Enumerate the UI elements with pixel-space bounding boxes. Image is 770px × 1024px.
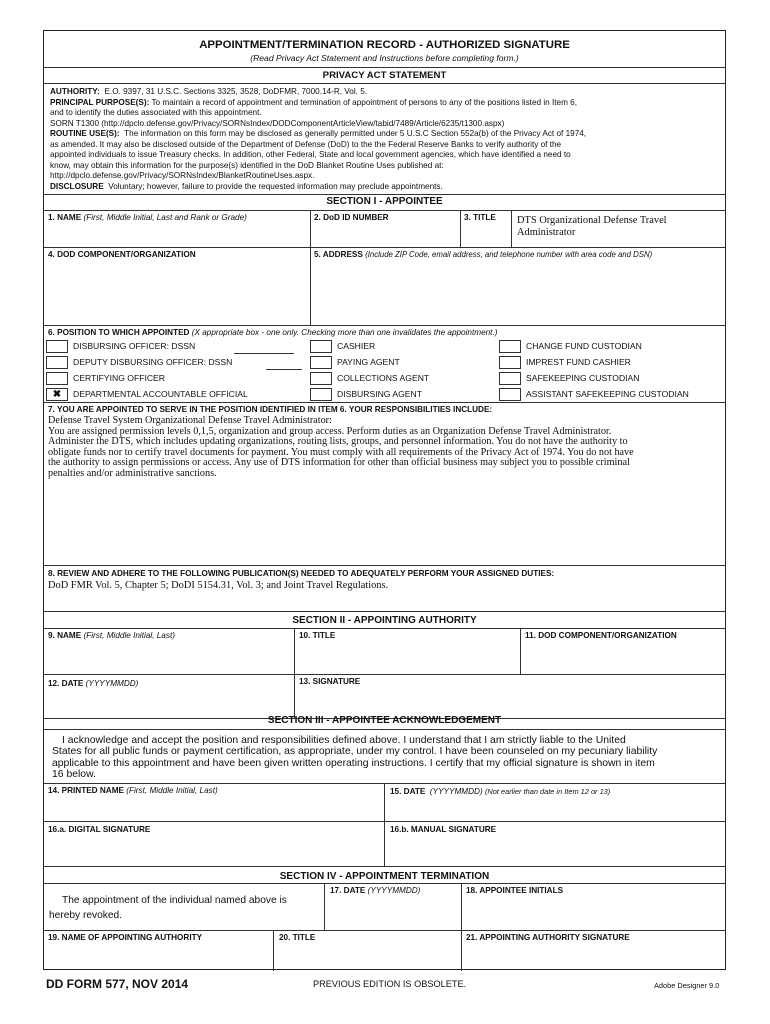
dd-form-577 bbox=[43, 30, 726, 970]
item4-component-label: 4. DOD COMPONENT/ORGANIZATION bbox=[48, 250, 196, 259]
manual-signature-field[interactable] bbox=[390, 836, 720, 864]
checkbox-imprest-fund-cashier[interactable] bbox=[499, 356, 521, 369]
option-departmental-accountable-official: DEPARTMENTAL ACCOUNTABLE OFFICIAL bbox=[73, 389, 248, 399]
dssn-underline-2[interactable] bbox=[266, 369, 302, 370]
routine-line-3: appointed individuals to issue Treasury checks. In addition, other Federal, State and local government agencies, which have identified a need to bbox=[50, 150, 571, 159]
appointee-initials-field[interactable] bbox=[466, 897, 720, 927]
appointee-name-field[interactable] bbox=[48, 223, 306, 245]
checkbox-safekeeping-custodian[interactable] bbox=[499, 372, 521, 385]
termination-signature-field[interactable] bbox=[466, 944, 720, 968]
checkbox-deputy-disbursing-officer[interactable] bbox=[46, 356, 68, 369]
checkbox-change-fund-custodian[interactable] bbox=[499, 340, 521, 353]
publications-field[interactable]: DoD FMR Vol. 5, Chapter 5; DoDI 5154.31, Vol. 3; and Joint Travel Regulations. bbox=[48, 580, 389, 591]
acknowledgement-text: I acknowledge and accept the position and responsibilities defined above. I understand that I am strictly liable to the United States for all public funds or payment certification, as appropriate, under my control. I have been counseled on my pecuniary liability applicable to this appointment and have been given written operating instructions. I certify that my official signature is shown in item 16 below. bbox=[52, 735, 658, 781]
form-number: DD FORM 577, NOV 2014 bbox=[46, 977, 189, 991]
item16b-manual-signature-label: 16.b. MANUAL SIGNATURE bbox=[390, 825, 497, 834]
acknowledgement-date-field[interactable] bbox=[390, 798, 720, 819]
authority-title-field[interactable] bbox=[299, 642, 517, 672]
item3-title-label: 3. TITLE bbox=[464, 213, 496, 222]
revocation-line-2: hereby revoked. bbox=[49, 910, 123, 921]
authority-signature-field[interactable] bbox=[299, 688, 721, 716]
option-deputy-disbursing-officer: DEPUTY DISBURSING OFFICER: DSSN bbox=[73, 357, 233, 367]
item14-printed-name-label: 14. PRINTED NAME (First, Middle Initial, Last) bbox=[48, 786, 218, 795]
item13-signature-label: 13. SIGNATURE bbox=[299, 677, 361, 686]
item2-dodid-label: 2. DoD ID NUMBER bbox=[314, 213, 389, 222]
termination-date-field[interactable] bbox=[330, 897, 458, 927]
routine-line-4: know, may obtain this information for the purpose(s) identified in the DoD Blanket Routine Uses published at: bbox=[50, 160, 444, 170]
checkbox-cashier[interactable] bbox=[310, 340, 332, 353]
authority-line: AUTHORITY: E.O. 9397, 31 U.S.C. Sections 3325, 3528, DoDFMR, 7000.14-R, Vol. 5. bbox=[50, 87, 368, 96]
item9-name-label: 9. NAME (First, Middle Initial, Last) bbox=[48, 631, 175, 640]
revocation-line-1: The appointment of the individual named above is bbox=[62, 895, 287, 906]
disclosure-line: DISCLOSURE Voluntary; however, failure to provide the requested information may preclude appointments. bbox=[50, 181, 443, 191]
digital-signature-field[interactable] bbox=[48, 836, 380, 864]
option-disbursing-agent: DISBURSING AGENT bbox=[337, 389, 422, 399]
sorn-link[interactable]: SORN T1300 (http://dpclo.defense.gov/Privacy/SORNsIndex/DODComponentArticleView/tabid/7489/Article/6235/t1300.aspx) bbox=[50, 118, 505, 128]
item11-component-label: 11. DOD COMPONENT/ORGANIZATION bbox=[525, 631, 677, 640]
form-subtitle: (Read Privacy Act Statement and Instructions before completing form.) bbox=[250, 53, 519, 63]
checkbox-collections-agent[interactable] bbox=[310, 372, 332, 385]
checkbox-paying-agent[interactable] bbox=[310, 356, 332, 369]
purpose-line: PRINCIPAL PURPOSE(S): To maintain a record of appointment and termination of appointment of persons to any of the positions listed in Item 6, bbox=[50, 97, 578, 107]
checkbox-assistant-safekeeping-custodian[interactable] bbox=[499, 388, 521, 401]
edition-notice: PREVIOUS EDITION IS OBSOLETE. bbox=[313, 979, 467, 989]
option-change-fund-custodian: CHANGE FUND CUSTODIAN bbox=[526, 341, 642, 351]
component-field[interactable] bbox=[48, 261, 306, 321]
authority-component-field[interactable] bbox=[525, 642, 721, 672]
printed-name-field[interactable] bbox=[48, 797, 380, 819]
blanket-uses-link[interactable]: http://dpclo.defense.gov/Privacy/SORNsIndex/BlanketRoutineUses.aspx. bbox=[50, 171, 315, 180]
section1-heading: SECTION I - APPOINTEE bbox=[326, 196, 443, 207]
purpose-line-2: and to identify the duties associated with this appointment. bbox=[50, 108, 262, 117]
address-field[interactable] bbox=[314, 261, 722, 321]
checkbox-disbursing-officer[interactable] bbox=[46, 340, 68, 353]
privacy-heading: PRIVACY ACT STATEMENT bbox=[322, 70, 447, 81]
item20-title-label: 20. TITLE bbox=[279, 933, 316, 942]
option-certifying-officer: CERTIFYING OFFICER bbox=[73, 373, 165, 383]
routine-line-2: as amended. It may also be disclosed outside of the Department of Defense (DoD) to the the Federal Reserve Banks to verify authority of the bbox=[50, 139, 562, 149]
item17-date-label: 17. DATE (YYYYMMDD) bbox=[330, 886, 421, 895]
checkbox-departmental-accountable-official[interactable]: ✖ bbox=[46, 388, 68, 401]
item19-authority-name-label: 19. NAME OF APPOINTING AUTHORITY bbox=[48, 933, 203, 942]
responsibilities-field[interactable]: Defense Travel System Organizational Defense Travel Administrator: You are assigned permission levels 0,1,5, organization and group access. Perform duties as an Organization Defense Travel Administrator. Administer the DTS, which includes updating organizations, routing lists, groups, and personnel information. You do not have the authority to obligate funds nor to certify travel documents for payment. You must comply with all requirements of the Privacy Act of 1974. You do not have the authority to assign permissions or access. Any use of DTS information for other than official business may subject you to possible criminal penalties and/or administrative sanctions. bbox=[48, 415, 634, 479]
item15-date-label: 15. DATE (YYYYMMDD) (Not earlier than date in Item 12 or 13) bbox=[390, 787, 611, 796]
item21-authority-signature-label: 21. APPOINTING AUTHORITY SIGNATURE bbox=[466, 933, 630, 942]
item16a-digital-signature-label: 16.a. DIGITAL SIGNATURE bbox=[48, 825, 151, 834]
option-imprest-fund-cashier: IMPREST FUND CASHIER bbox=[526, 357, 631, 367]
title-value-field[interactable]: DTS Organizational Defense Travel Administrator bbox=[517, 215, 667, 238]
dodid-field[interactable] bbox=[314, 223, 456, 245]
option-cashier: CASHIER bbox=[337, 341, 376, 351]
authority-name-field[interactable] bbox=[48, 642, 290, 672]
option-safekeeping-custodian: SAFEKEEPING CUSTODIAN bbox=[526, 373, 640, 383]
option-assistant-safekeeping-custodian: ASSISTANT SAFEKEEPING CUSTODIAN bbox=[526, 389, 689, 399]
item10-title-label: 10. TITLE bbox=[299, 631, 336, 640]
item1-name-label: 1. NAME (First, Middle Initial, Last and Rank or Grade) bbox=[48, 213, 247, 222]
dssn-underline-1[interactable] bbox=[234, 353, 294, 354]
form-title: APPOINTMENT/TERMINATION RECORD - AUTHORIZED SIGNATURE bbox=[199, 39, 570, 51]
item8-publications-label: 8. REVIEW AND ADHERE TO THE FOLLOWING PUBLICATION(S) NEEDED TO ADEQUATELY PERFORM YOUR ASSIGNED DUTIES: bbox=[48, 569, 555, 578]
item7-responsibilities-label: 7. YOU ARE APPOINTED TO SERVE IN THE POSITION IDENTIFIED IN ITEM 6. YOUR RESPONSIBILITIES INCLUDE: bbox=[48, 405, 493, 414]
section2-heading: SECTION II - APPOINTING AUTHORITY bbox=[292, 615, 477, 626]
option-paying-agent: PAYING AGENT bbox=[337, 357, 400, 367]
item6-position-label: 6. POSITION TO WHICH APPOINTED (X appropriate box - one only. Checking more than one invalidates the appointment.) bbox=[48, 328, 498, 337]
item5-address-label: 5. ADDRESS (Include ZIP Code, email address, and telephone number with area code and DSN) bbox=[314, 250, 653, 259]
option-collections-agent: COLLECTIONS AGENT bbox=[337, 373, 430, 383]
checkbox-disbursing-agent[interactable] bbox=[310, 388, 332, 401]
option-disbursing-officer: DISBURSING OFFICER: DSSN bbox=[73, 341, 196, 351]
section4-heading: SECTION IV - APPOINTMENT TERMINATION bbox=[279, 871, 490, 882]
checkbox-certifying-officer[interactable] bbox=[46, 372, 68, 385]
routine-line-1: ROUTINE USE(S): The information on this form may be disclosed as generally permitted under 5 U.S.C Section 552a(b) of the Privacy Act of 1974, bbox=[50, 129, 587, 138]
section3-heading: SECTION III - APPOINTEE ACKNOWLEDGEMENT bbox=[267, 715, 502, 726]
item18-initials-label: 18. APPOINTEE INITIALS bbox=[466, 886, 564, 895]
termination-authority-name-field[interactable] bbox=[48, 944, 270, 968]
software-credit: Adobe Designer 9.0 bbox=[654, 981, 720, 990]
authority-date-field[interactable] bbox=[48, 690, 290, 716]
item12-date-label: 12. DATE (YYYYMMDD) bbox=[48, 679, 139, 688]
termination-title-field[interactable] bbox=[279, 944, 457, 968]
